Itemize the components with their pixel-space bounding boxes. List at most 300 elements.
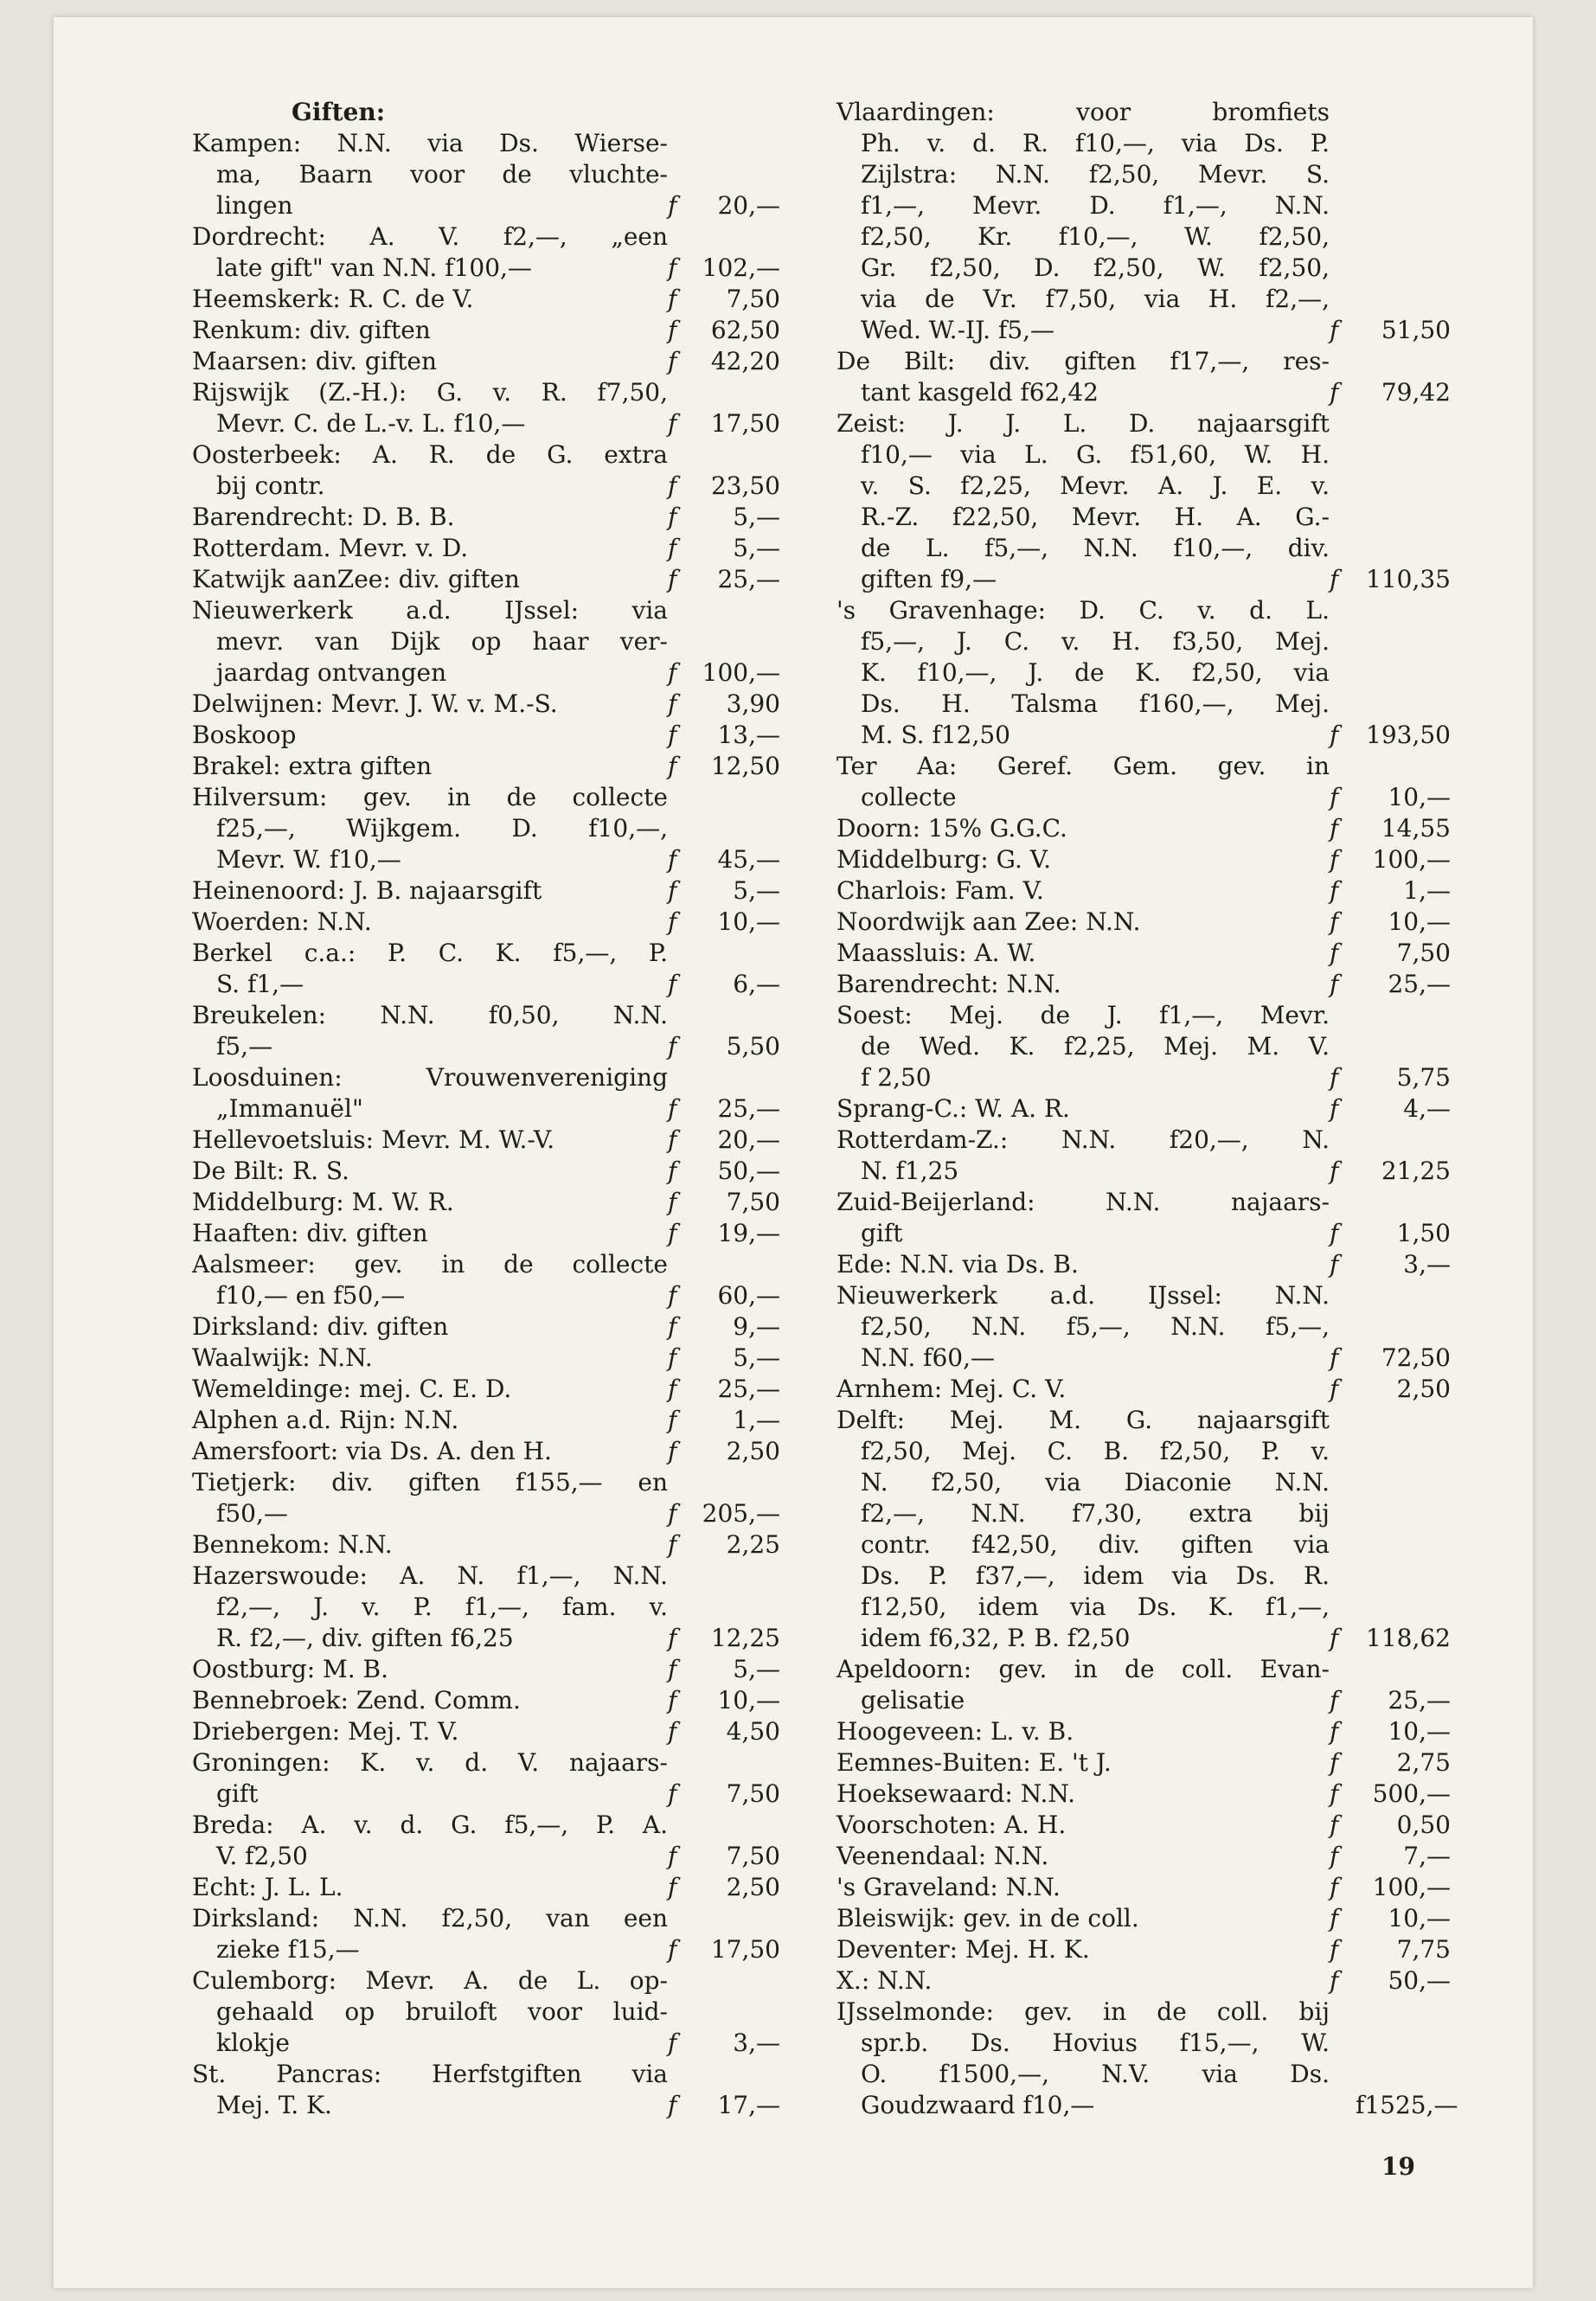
entry-line: f2,50, Kr. f10,—, W. f2,50, <box>861 222 1330 251</box>
entry-line: R. f2,—, div. giften f6,25 <box>216 1624 514 1652</box>
entry-amount: 7,50 <box>726 1842 780 1870</box>
entry-line: de L. f5,—, N.N. f10,—, div. <box>861 534 1330 562</box>
entry-description <box>192 128 668 221</box>
currency-symbol: f <box>668 534 677 562</box>
entry-description <box>192 1311 668 1343</box>
donation-entry <box>192 1654 849 1685</box>
donation-entry <box>836 969 1494 1000</box>
donation-entry <box>192 689 849 720</box>
entry-amount: 7,50 <box>726 1779 780 1808</box>
currency-symbol: f <box>668 1530 677 1559</box>
entry-line: Vlaardingen: voor bromfiets <box>836 98 1330 126</box>
entry-amount: 7,50 <box>1396 939 1451 967</box>
entry-description <box>192 1872 668 1903</box>
entry-line: jaardag ontvangen <box>216 658 447 687</box>
entry-description <box>192 1529 668 1561</box>
donation-entry <box>192 284 849 315</box>
entry-amount: 7,50 <box>726 1188 780 1216</box>
currency-symbol: f <box>668 876 677 905</box>
entry-amount: 0,50 <box>1396 1811 1451 1839</box>
entry-description <box>836 1997 1330 2121</box>
currency-symbol: f <box>668 752 677 780</box>
donation-entry <box>192 875 849 907</box>
entry-line: Zuid-Beijerland: N.N. najaars- <box>836 1188 1330 1216</box>
currency-symbol: f <box>1330 814 1339 843</box>
entry-description <box>192 1374 668 1405</box>
donation-entry <box>192 1903 849 1965</box>
donation-entry <box>192 1747 849 1810</box>
entry-line: Middelburg: M. W. R. <box>192 1188 454 1216</box>
entry-amount: 5,— <box>733 503 780 531</box>
currency-symbol: f <box>1330 1935 1339 1964</box>
currency-symbol: f <box>668 1375 677 1403</box>
entry-description <box>192 1405 668 1436</box>
entry-line: Wed. W.-IJ. f5,— <box>861 316 1055 344</box>
entry-line: Doorn: 15% G.G.C. <box>836 814 1067 843</box>
entry-amount: 10,— <box>717 907 780 936</box>
entry-line: f10,— en f50,— <box>216 1281 406 1310</box>
entry-description <box>836 1000 1330 1093</box>
entry-line: v. S. f2,25, Mevr. A. J. E. v. <box>861 471 1330 500</box>
entry-line: R.-Z. f22,50, Mevr. H. A. G.- <box>861 503 1330 531</box>
entry-amount: 13,— <box>717 721 780 749</box>
currency-symbol: f <box>668 253 677 282</box>
entry-line: mevr. van Dijk op haar ver- <box>216 627 668 656</box>
entry-line: idem f6,32, P. B. f2,50 <box>861 1624 1131 1652</box>
entry-line: klokje <box>216 2029 290 2057</box>
donation-entry <box>192 1062 849 1125</box>
entry-line: Loosduinen: Vrouwenvereniging <box>192 1063 668 1092</box>
entry-line: Mej. T. K. <box>216 2091 332 2119</box>
donation-entry <box>192 720 849 751</box>
entry-line: Berkel c.a.: P. C. K. f5,—, P. <box>192 939 668 967</box>
entry-amount: 62,50 <box>710 316 780 344</box>
currency-symbol: f <box>668 285 677 313</box>
entry-description <box>192 1249 668 1311</box>
entry-amount: 50,— <box>717 1157 780 1185</box>
entry-description <box>192 1561 668 1654</box>
currency-symbol: f <box>668 347 677 375</box>
entry-amount: 12,50 <box>710 752 780 780</box>
donation-entry <box>192 564 849 595</box>
donation-entry <box>192 1187 849 1218</box>
currency-symbol: f <box>668 1717 677 1746</box>
donation-entry <box>192 1685 849 1716</box>
entry-amount: 5,— <box>733 1343 780 1372</box>
entry-line: S. f1,— <box>216 970 304 998</box>
donation-entry <box>836 1841 1494 1872</box>
entry-line: Culemborg: Mevr. A. de L. op- <box>192 1966 668 1995</box>
entry-description <box>192 1218 668 1249</box>
entry-line: Ph. v. d. R. f10,—, via Ds. P. <box>861 129 1330 157</box>
currency-symbol: f <box>668 1935 677 1964</box>
currency-symbol: f <box>668 1219 677 1247</box>
entry-amount: 1,50 <box>1396 1219 1451 1247</box>
entry-line: Rijswijk (Z.-H.): G. v. R. f7,50, <box>192 378 668 407</box>
entry-description <box>836 1405 1330 1654</box>
donation-entry <box>836 97 1494 346</box>
donation-entry <box>192 1965 849 2059</box>
entry-description <box>192 439 668 502</box>
entry-amount: 10,— <box>1388 1717 1451 1746</box>
donation-entry <box>192 1156 849 1187</box>
entry-description <box>836 1654 1330 1716</box>
entry-amount: 1,— <box>1403 876 1451 905</box>
currency-symbol: f <box>668 721 677 749</box>
currency-symbol: f <box>1330 1748 1339 1777</box>
entry-amount: 118,62 <box>1366 1624 1451 1652</box>
entry-line: Ds. H. Talsma f160,—, Mej. <box>861 689 1330 718</box>
entry-line: Middelburg: G. V. <box>836 845 1051 874</box>
entry-amount: 193,50 <box>1366 721 1451 749</box>
entry-line: Hoeksewaard: N.N. <box>836 1779 1075 1808</box>
entry-line: Dordrecht: A. V. f2,—, „een <box>192 222 668 251</box>
entry-description <box>836 1187 1330 1249</box>
entry-description <box>192 1747 668 1810</box>
entry-description <box>192 1436 668 1467</box>
currency-symbol: f <box>668 1032 677 1061</box>
donation-entry <box>836 1280 1494 1374</box>
entry-line: f50,— <box>216 1499 288 1528</box>
entry-line: Delwijnen: Mevr. J. W. v. M.-S. <box>192 689 558 718</box>
entry-description <box>192 564 668 595</box>
entry-line: V. f2,50 <box>216 1842 308 1870</box>
entry-amount: 17,— <box>717 2091 780 2119</box>
entry-description <box>836 1841 1330 1872</box>
entry-description <box>836 97 1330 346</box>
entry-line: f12,50, idem via Ds. K. f1,—, <box>861 1593 1330 1621</box>
donation-entry <box>192 782 849 875</box>
entry-line: Alphen a.d. Rijn: N.N. <box>192 1406 459 1434</box>
donation-entry <box>836 1779 1494 1810</box>
entry-description <box>192 284 668 315</box>
entry-line: Maarsen: div. giften <box>192 347 438 375</box>
currency-symbol: f <box>1330 1063 1339 1092</box>
currency-symbol: f <box>1330 1811 1339 1839</box>
entry-amount: 25,— <box>717 1094 780 1123</box>
entry-line: De Bilt: div. giften f17,—, res- <box>836 347 1330 375</box>
entry-line: St. Pancras: Herfstgiften via <box>192 2060 668 2088</box>
entry-line: Zeist: J. J. L. D. najaarsgift <box>836 409 1330 438</box>
donation-entry <box>836 907 1494 938</box>
entry-amount: 6,— <box>733 970 780 998</box>
entry-line: Groningen: K. v. d. V. najaars- <box>192 1748 668 1777</box>
donation-entry <box>192 1436 849 1467</box>
donation-entry <box>836 751 1494 813</box>
entry-description <box>836 813 1330 844</box>
currency-symbol: f <box>668 1094 677 1123</box>
currency-symbol: f <box>1330 1779 1339 1808</box>
donation-entry <box>192 439 849 502</box>
currency-symbol: f <box>1330 876 1339 905</box>
entry-line: Waalwijk: N.N. <box>192 1343 373 1372</box>
currency-symbol: f <box>1330 939 1339 967</box>
entry-description <box>836 844 1330 875</box>
entry-description <box>836 751 1330 813</box>
entry-line: Delft: Mej. M. G. najaarsgift <box>836 1406 1330 1434</box>
entry-amount: 5,75 <box>1396 1063 1451 1092</box>
entry-line: Soest: Mej. de J. f1,—, Mevr. <box>836 1001 1330 1029</box>
entry-line: collecte <box>861 783 957 811</box>
donation-entry <box>836 938 1494 969</box>
entry-line: Oosterbeek: A. R. de G. extra <box>192 440 668 469</box>
donation-entry <box>836 1934 1494 1965</box>
donation-entry <box>192 1716 849 1747</box>
entry-amount: 20,— <box>717 191 780 220</box>
entry-description <box>836 1872 1330 1903</box>
entry-line: Mevr. W. f10,— <box>216 845 401 874</box>
currency-symbol: f <box>668 1343 677 1372</box>
entry-description <box>836 408 1330 595</box>
entry-description <box>836 1716 1330 1747</box>
currency-symbol: f <box>668 1873 677 1901</box>
currency-symbol: f <box>1330 783 1339 811</box>
donation-entry <box>192 1561 849 1654</box>
entry-line: Eemnes-Buiten: E. 't J. <box>836 1748 1112 1777</box>
entry-amount: 50,— <box>1388 1966 1451 1995</box>
donation-entry <box>192 1343 849 1374</box>
entry-amount: 7,50 <box>726 285 780 313</box>
entry-amount: 110,35 <box>1366 565 1451 593</box>
entry-amount: 23,50 <box>710 471 780 500</box>
entry-line: Barendrecht: D. B. B. <box>192 503 455 531</box>
entry-line: f5,—, J. C. v. H. f3,50, Mej. <box>861 627 1330 656</box>
entry-line: Amersfoort: via Ds. A. den H. <box>192 1437 552 1465</box>
currency-symbol: f <box>668 2091 677 2119</box>
page-number: 19 <box>1381 2152 1415 2181</box>
currency-symbol: f <box>668 1686 677 1715</box>
entry-description <box>192 907 668 938</box>
donation-entry <box>836 1374 1494 1405</box>
currency-symbol: f <box>1330 970 1339 998</box>
donation-entry <box>192 128 849 221</box>
currency-symbol: f <box>1330 565 1339 593</box>
donation-entry <box>192 377 849 439</box>
entry-description <box>836 1093 1330 1125</box>
donation-entry <box>192 1249 849 1311</box>
currency-symbol: f <box>668 2029 677 2057</box>
entry-line: Dirksland: div. giften <box>192 1312 449 1341</box>
entry-line: Renkum: div. giften <box>192 316 431 344</box>
entry-amount: 25,— <box>1388 1686 1451 1715</box>
entry-description <box>836 1249 1330 1280</box>
entry-amount: 10,— <box>1388 1904 1451 1932</box>
entry-description <box>192 377 668 439</box>
entry-amount: 7,75 <box>1396 1935 1451 1964</box>
entry-line: Kampen: N.N. via Ds. Wierse- <box>192 129 668 157</box>
entry-description <box>192 1685 668 1716</box>
currency-symbol: f <box>1330 378 1339 407</box>
entry-line: Veenendaal: N.N. <box>836 1842 1049 1870</box>
entry-description <box>836 1934 1330 1965</box>
entry-description <box>192 1125 668 1156</box>
donation-entry <box>836 875 1494 907</box>
entry-line: Hazerswoude: A. N. f1,—, N.N. <box>192 1561 668 1590</box>
entry-description <box>192 1654 668 1685</box>
currency-symbol: f <box>668 658 677 687</box>
entry-line: O. f1500,—, N.V. via Ds. <box>861 2060 1330 2088</box>
donation-entry <box>836 1125 1494 1187</box>
donation-entry <box>836 1747 1494 1779</box>
entry-amount: 2,50 <box>1396 1375 1451 1403</box>
donation-entry <box>192 1374 849 1405</box>
entry-amount: 3,— <box>733 2029 780 2057</box>
currency-symbol: f <box>668 1281 677 1310</box>
entry-amount: 100,— <box>1372 1873 1451 1901</box>
entry-description <box>192 595 668 689</box>
entry-amount: 3,90 <box>726 689 780 718</box>
entry-description <box>192 1965 668 2059</box>
entry-description <box>836 1747 1330 1779</box>
donation-entry <box>836 1000 1494 1093</box>
entry-line: f25,—, Wijkgem. D. f10,—, <box>216 814 668 843</box>
entry-line: 's Gravenhage: D. C. v. d. L. <box>836 596 1330 625</box>
entry-line: Mevr. C. de L.-v. L. f10,— <box>216 409 526 438</box>
entry-description <box>192 315 668 346</box>
currency-symbol: f <box>668 1655 677 1683</box>
currency-symbol: f <box>668 1188 677 1216</box>
entry-line: Heinenoord: J. B. najaarsgift <box>192 876 542 905</box>
entry-line: Woerden: N.N. <box>192 907 372 936</box>
entry-line: Bleiswijk: gev. in de coll. <box>836 1904 1139 1932</box>
entry-line: Bennekom: N.N. <box>192 1530 393 1559</box>
entry-line: Noordwijk aan Zee: N.N. <box>836 907 1141 936</box>
entry-line: f2,50, Mej. C. B. f2,50, P. v. <box>861 1437 1330 1465</box>
entry-description <box>192 782 668 875</box>
entry-description <box>192 1716 668 1747</box>
donation-entry <box>836 1716 1494 1747</box>
donation-entry <box>836 813 1494 844</box>
entry-description <box>836 1810 1330 1841</box>
entry-description <box>836 346 1330 408</box>
entry-amount: 100,— <box>702 658 780 687</box>
currency-symbol: f <box>668 503 677 531</box>
entry-description <box>836 1374 1330 1405</box>
currency-symbol: f <box>1330 1250 1339 1279</box>
entry-line: f5,— <box>216 1032 273 1061</box>
entry-amount: 5,50 <box>726 1032 780 1061</box>
entry-line: Hoogeveen: L. v. B. <box>836 1717 1074 1746</box>
entry-description <box>192 1187 668 1218</box>
entry-line: Ter Aa: Geref. Gem. gev. in <box>836 752 1330 780</box>
entry-line: Wemeldinge: mej. C. E. D. <box>192 1375 512 1403</box>
entry-amount: 25,— <box>717 565 780 593</box>
entry-amount: 10,— <box>717 1686 780 1715</box>
entry-description <box>192 1810 668 1872</box>
entry-line: Ds. P. f37,—, idem via Ds. R. <box>861 1561 1330 1590</box>
donation-entry <box>192 1529 849 1561</box>
entry-line: f2,—, J. v. P. f1,—, fam. v. <box>216 1593 668 1621</box>
currency-symbol: f <box>1330 1842 1339 1870</box>
donation-entry <box>192 1311 849 1343</box>
entry-line: Boskoop <box>192 721 297 749</box>
entry-line: Hellevoetsluis: Mevr. M. W.-V. <box>192 1125 555 1154</box>
entry-amount: 17,50 <box>710 1935 780 1964</box>
entry-amount: 10,— <box>1388 783 1451 811</box>
donation-entry <box>192 1000 849 1062</box>
entry-line: N.N. f60,— <box>861 1343 996 1372</box>
entry-line: Heemskerk: R. C. de V. <box>192 285 474 313</box>
entry-description <box>836 875 1330 907</box>
donation-entry <box>836 1903 1494 1934</box>
currency-symbol: f <box>668 1312 677 1341</box>
currency-symbol: f <box>668 1624 677 1652</box>
entry-line: 's Graveland: N.N. <box>836 1873 1061 1901</box>
donation-entry <box>192 533 849 564</box>
entry-line: N. f1,25 <box>861 1157 959 1185</box>
donation-entry <box>192 751 849 782</box>
entry-line: Brakel: extra giften <box>192 752 433 780</box>
entry-line: de Wed. K. f2,25, Mej. M. V. <box>861 1032 1330 1061</box>
entry-amount: 3,— <box>1403 1250 1451 1279</box>
entry-line: Haaften: div. giften <box>192 1219 428 1247</box>
entry-line: gift <box>861 1219 903 1247</box>
entry-line: Echt: J. L. L. <box>192 1873 343 1901</box>
currency-symbol: f <box>668 907 677 936</box>
entry-line: zieke f15,— <box>216 1935 360 1964</box>
currency-symbol: f <box>668 970 677 998</box>
donation-entry <box>192 1872 849 1903</box>
entry-line: Oostburg: M. B. <box>192 1655 388 1683</box>
entry-description <box>192 221 668 284</box>
entry-amount: 4,50 <box>726 1717 780 1746</box>
currency-symbol: f <box>1330 1904 1339 1932</box>
entry-description <box>836 938 1330 969</box>
currency-symbol: f <box>668 689 677 718</box>
currency-symbol: f <box>668 1406 677 1434</box>
entry-line: Katwijk aanZee: div. giften <box>192 565 520 593</box>
entry-description <box>836 1965 1330 1997</box>
entry-description <box>836 969 1330 1000</box>
entry-description <box>192 720 668 751</box>
donation-entry <box>192 346 849 377</box>
currency-symbol: f <box>668 1157 677 1185</box>
entry-amount: 17,50 <box>710 409 780 438</box>
entry-line: Breukelen: N.N. f0,50, N.N. <box>192 1001 668 1029</box>
entry-description <box>192 751 668 782</box>
entry-amount: 9,— <box>733 1312 780 1341</box>
entry-amount: 79,42 <box>1381 378 1451 407</box>
entry-line: f2,50, N.N. f5,—, N.N. f5,—, <box>861 1312 1330 1341</box>
currency-symbol: f <box>668 1125 677 1154</box>
currency-symbol: f <box>1330 1624 1339 1652</box>
entry-line: bij contr. <box>216 471 325 500</box>
entry-amount: 2,25 <box>726 1530 780 1559</box>
donation-entry <box>836 1405 1494 1654</box>
entry-amount: 2,75 <box>1396 1748 1451 1777</box>
entry-line: Sprang-C.: W. A. R. <box>836 1094 1070 1123</box>
entry-line: „Immanuël" <box>216 1094 363 1123</box>
entry-description <box>192 938 668 1000</box>
page <box>54 17 1533 2288</box>
donation-entry <box>192 938 849 1000</box>
entry-amount: 12,25 <box>710 1624 780 1652</box>
donation-entry <box>836 1093 1494 1125</box>
entry-amount: 7,— <box>1403 1842 1451 1870</box>
entry-line: Hilversum: gev. in de collecte <box>192 783 668 811</box>
entry-amount: 60,— <box>717 1281 780 1310</box>
entry-line: Apeldoorn: gev. in de coll. Evan- <box>836 1655 1330 1683</box>
entry-amount: 51,50 <box>1381 316 1451 344</box>
entry-description <box>192 1903 668 1965</box>
entry-description <box>192 875 668 907</box>
entry-line: Maassluis: A. W. <box>836 939 1036 967</box>
donation-entry <box>192 315 849 346</box>
donation-entry <box>192 907 849 938</box>
currency-symbol: f <box>668 191 677 220</box>
entry-line: Gr. f2,50, D. f2,50, W. f2,50, <box>861 253 1330 282</box>
entry-amount: 20,— <box>717 1125 780 1154</box>
